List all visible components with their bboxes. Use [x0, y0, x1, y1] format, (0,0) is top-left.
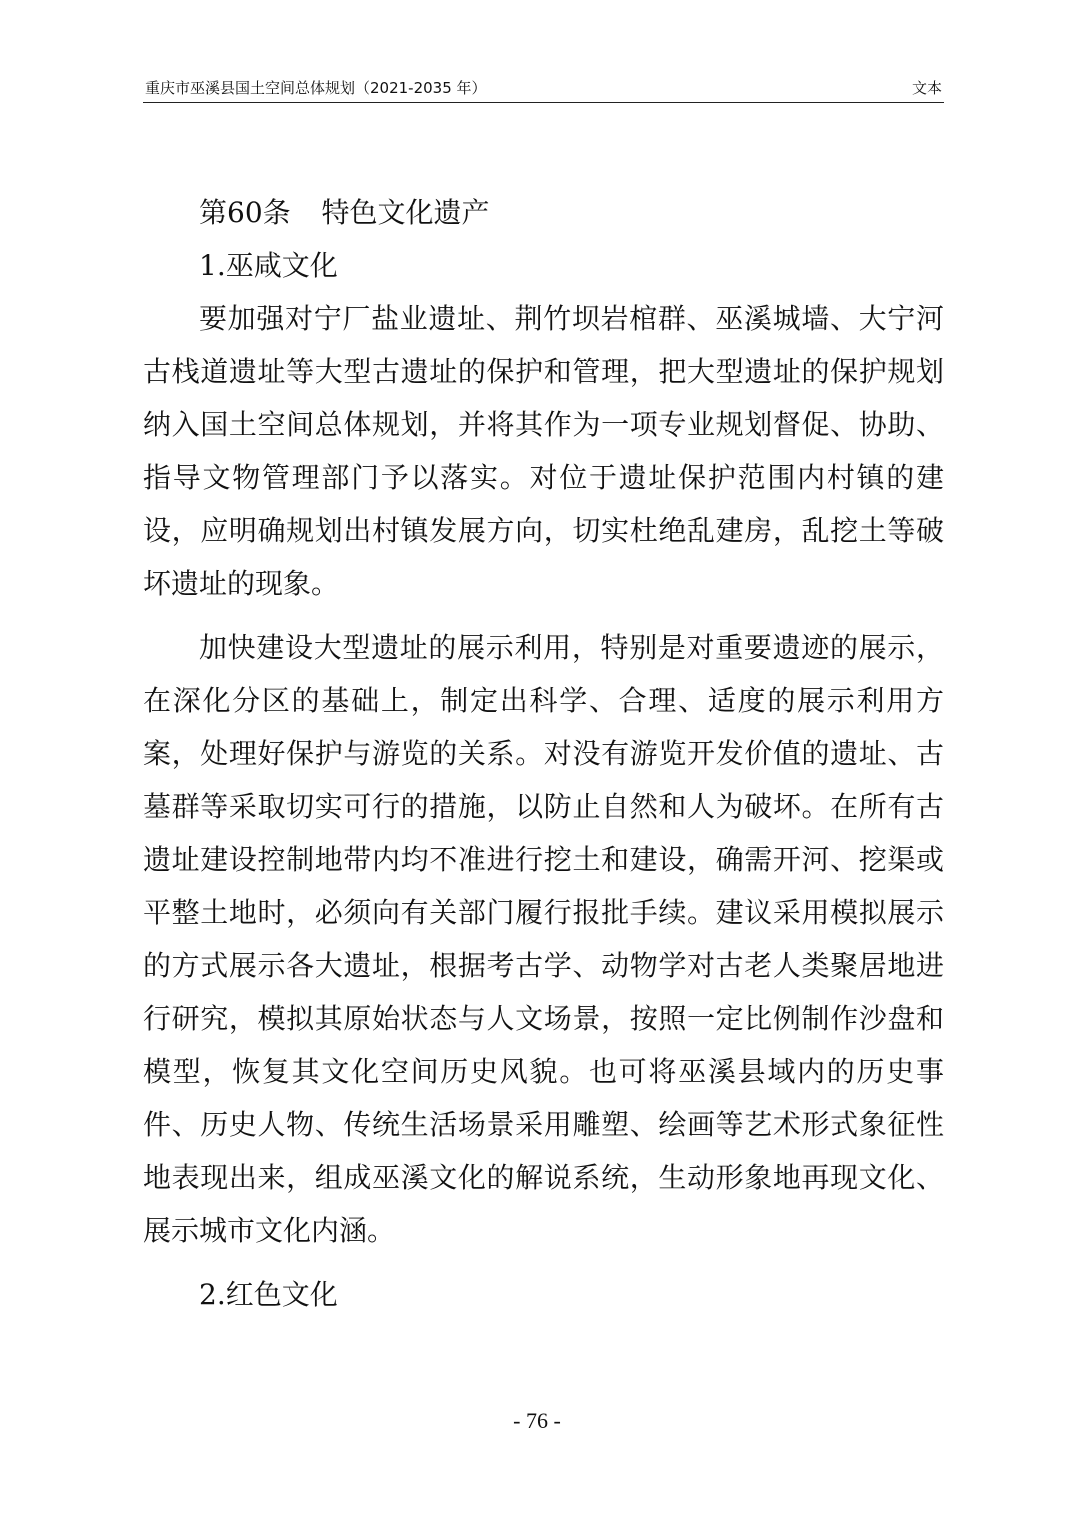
section-heading-2: 2.红色文化 [199, 1278, 338, 1311]
document-title: 重庆市巫溪县国土空间总体规划（2021-2035 年） [145, 79, 487, 97]
page-body [143, 186, 944, 1321]
article-title: 特色文化遗产 [321, 196, 490, 229]
paragraph-2: 加快建设大型遗址的展示利用，特别是对重要遗迹的展示，在深化分区的基础上，制定出科学、合理、适度的展示利用方案，处理好保护与游览的关系。对没有游览开发价值的遗址、古墓群等采取切实可行的措施，以防止自然和人为破坏。在所有古遗址建设控制地带内均不准进行挖土和建设，确需开河、挖渠或平整土地时，必须向有关部门履行报批手续。建议采用模拟展示的方式展示各大遗址，根据考古学、动物学对古老人类聚居地进行研究，模拟其原始状态与人文场景，按照一定比例制作沙盘和模型，恢复其文化空间历史风貌。也可将巫溪县域内的历史事件、历史人物、传统生活场景采用雕塑、绘画等艺术形式象征性地表现出来，组成巫溪文化的解说系统，生动形象地再现文化、展示城市文化内涵。 [143, 631, 944, 1247]
article-number: 第60条 [199, 196, 291, 229]
document-type-label: 文本 [911, 79, 942, 97]
paragraph-1: 要加强对宁厂盐业遗址、荆竹坝岩棺群、巫溪城墙、大宁河古栈道遗址等大型古遗址的保护和管理，把大型遗址的保护规划纳入国土空间总体规划，并将其作为一项专业规划督促、协助、指导文物管理部门予以落实。对位于遗址保护范围内村镇的建设，应明确规划出村镇发展方向，切实杜绝乱建房，乱挖土等破坏遗址的现象。 [143, 302, 944, 600]
article-heading [143, 186, 944, 239]
page-header [143, 74, 944, 103]
section-heading-1: 1.巫咸文化 [199, 249, 338, 282]
page-number: - 76 - [513, 1408, 561, 1433]
